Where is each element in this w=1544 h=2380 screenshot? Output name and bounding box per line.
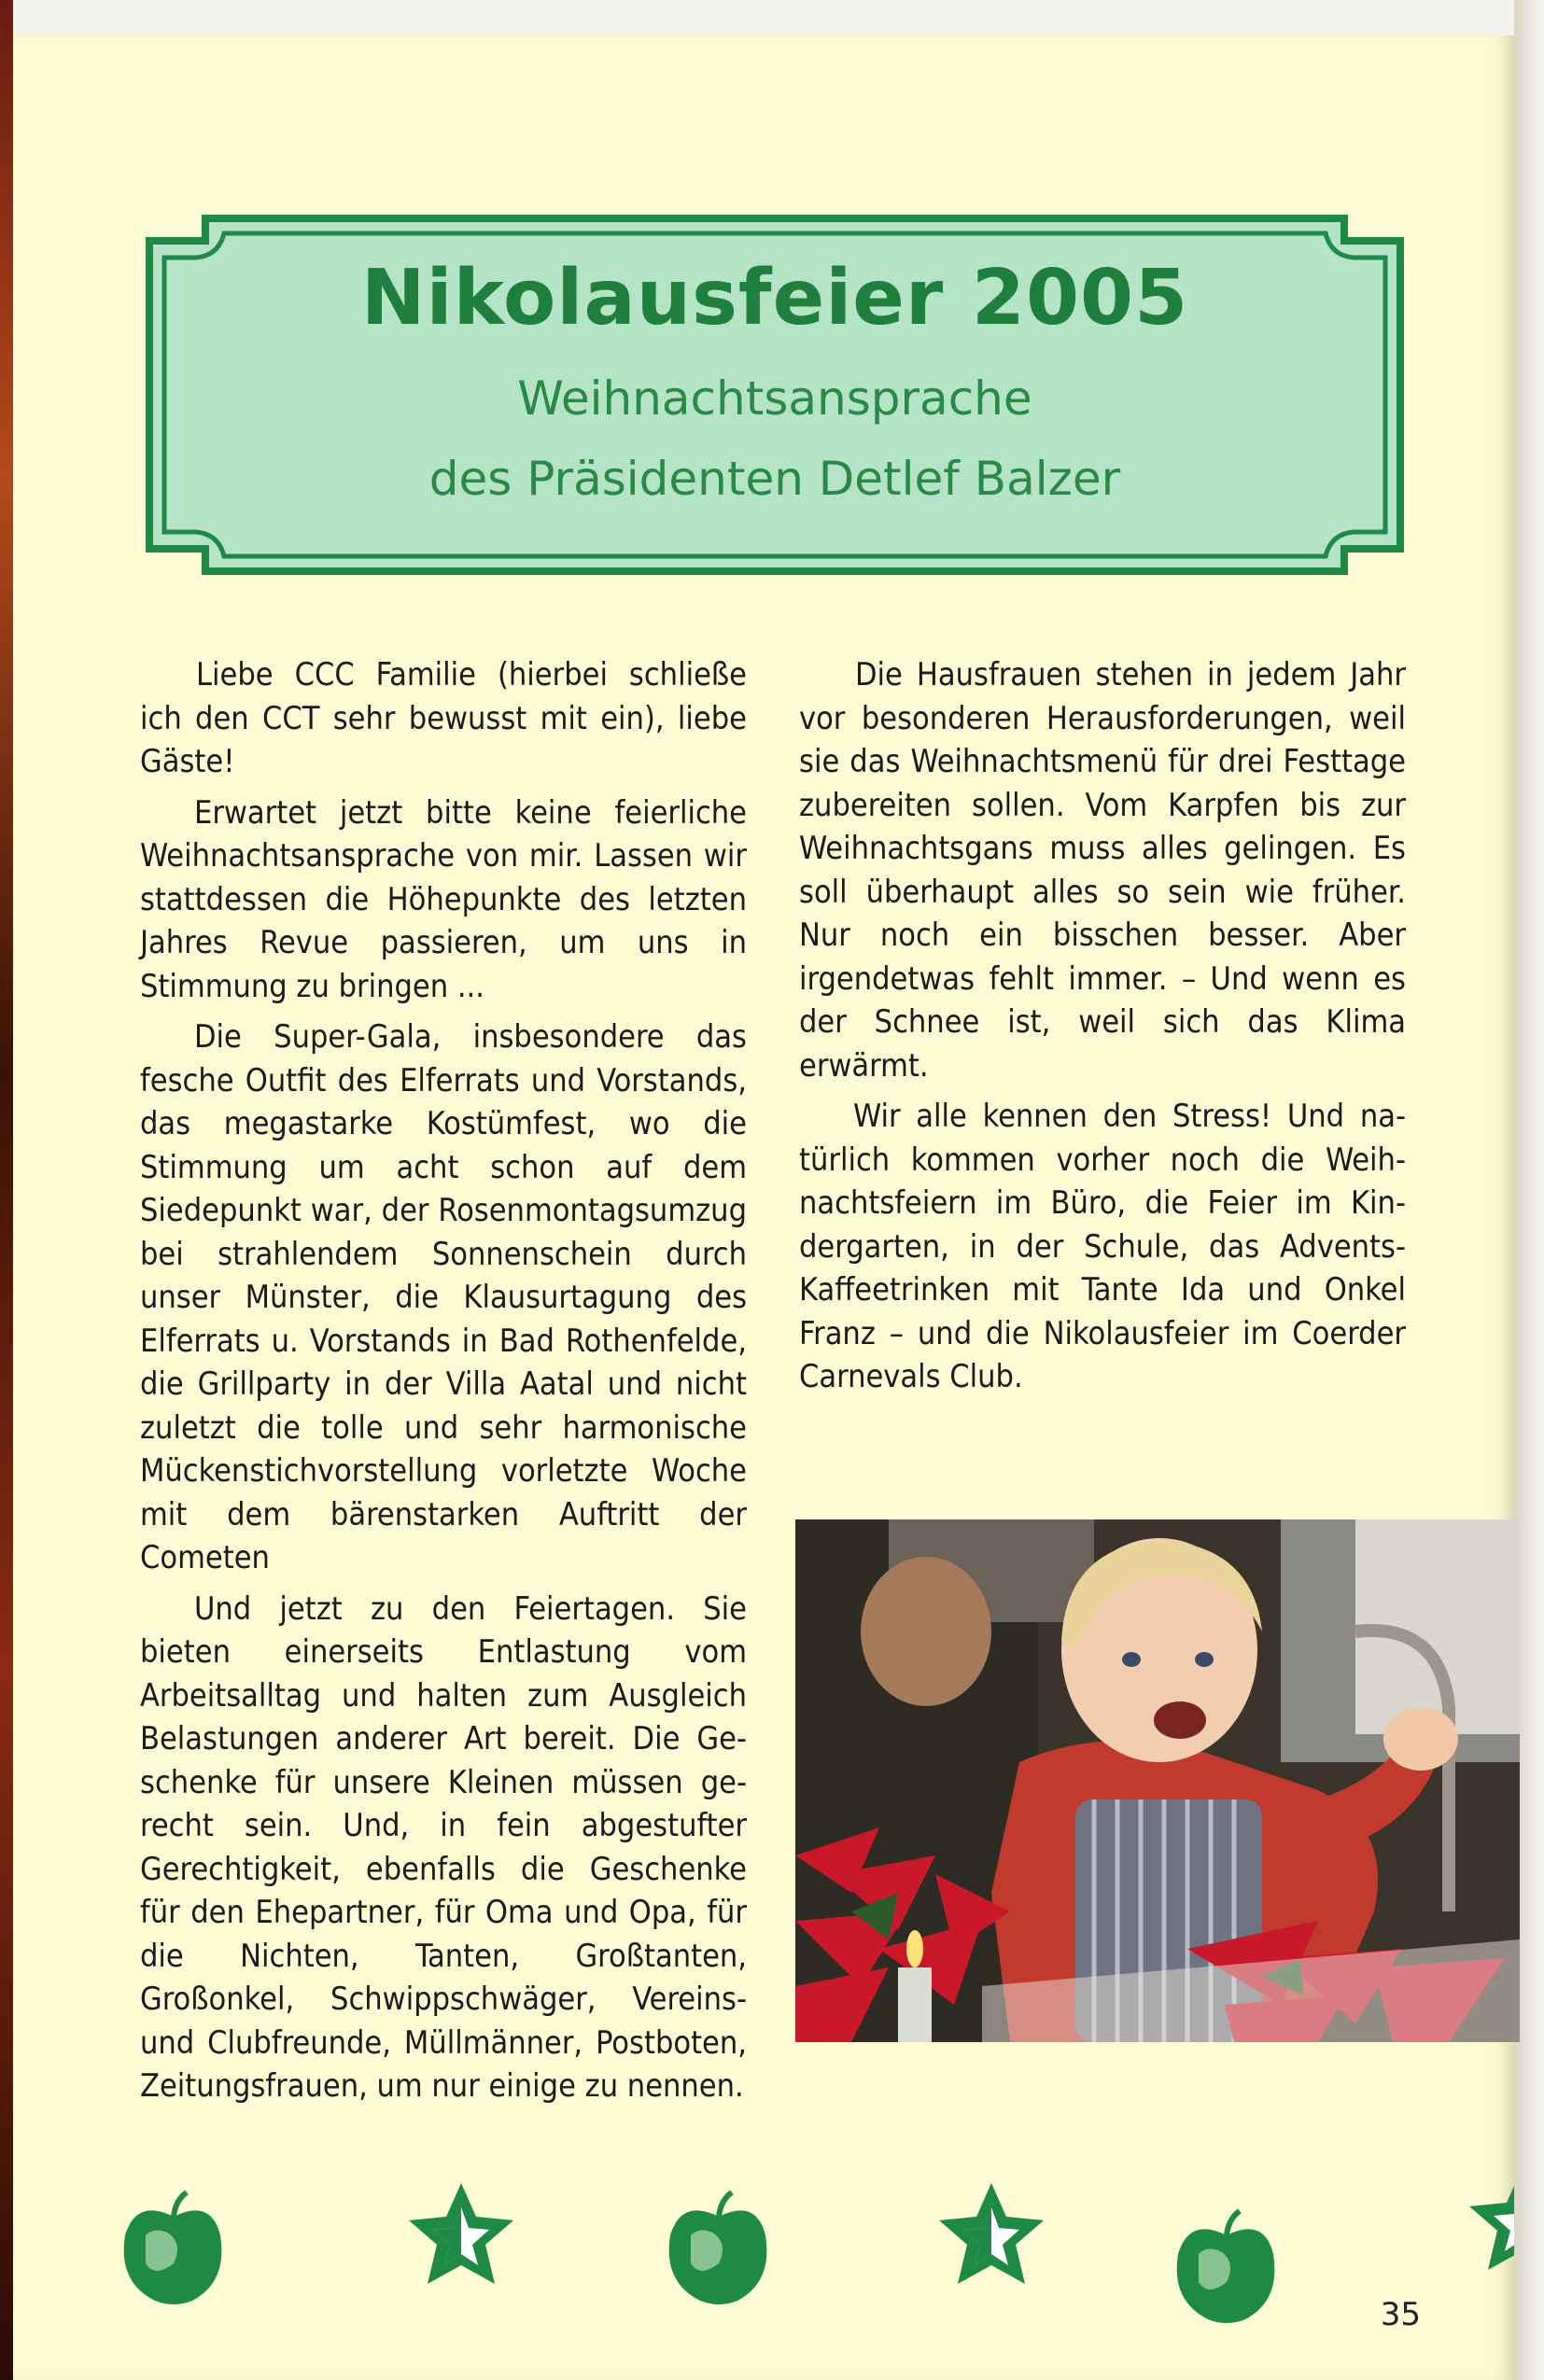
scan-edge bbox=[0, 0, 13, 2380]
star-icon bbox=[933, 2179, 1049, 2295]
page-subtitle-line2: des Präsidenten Detlef Balzer bbox=[428, 452, 1121, 506]
paragraph: Erwartet jetzt bitte keine feierliche Weihnachtsansprache von mir. Lassen wir stattdessen die Höhepunkte des letzten Jahres Revue passieren, um uns in Stimmung zu bringen ... bbox=[140, 793, 747, 1005]
page-subtitle-line1: Weihnachtsansprache bbox=[517, 371, 1032, 426]
photo-image bbox=[795, 1519, 1520, 2042]
paragraph: Die Super-Gala, insbesondere das fesche Outfit des Elferrats und Vorstands, das megastarke Kostümfest, wo die Stimmung um acht schon auf dem Siedepunkt war, der Rosenmontagsumzug bei strahlendem Sonnenschein durch unser Münster, die Klausurtagung des Elferrats u. Vorstands in Bad Rothenfelde, die Grillparty in der Villa Aatal und nicht zuletzt die tolle und sehr harmonische Mückenstichvorstellung vorletzte Woche mit dem bärenstarken Auftritt der Cometen bbox=[140, 1018, 747, 1576]
paragraph: Liebe CCC Familie (hierbei schließe ich den CCT sehr bewusst mit ein), liebe Gäste! bbox=[140, 656, 747, 780]
title-box bbox=[140, 213, 1410, 577]
apple-icon bbox=[118, 2189, 230, 2310]
paragraph: Wir alle kennen den Stress! Und natürlich kommen vorher noch die Weihnachtsfeiern im Büro, die Feier im Kindergarten, in der Schule, das Advents-Kaffeetrinken mit Tante Ida und Onkel Franz – und die Nikolausfeier im Coerder Carnevals Club. bbox=[799, 1098, 1406, 1395]
photo-child-at-party bbox=[795, 1519, 1520, 2042]
article-right-column bbox=[799, 653, 1406, 1407]
page-title: Nikolausfeier 2005 bbox=[360, 254, 1189, 343]
apple-icon bbox=[1171, 2207, 1283, 2329]
paragraph: Die Hausfrauen stehen in jedem Jahr vor besonderen Herausforderungen, weil sie das Weihnachtsmenü für drei Festtage zubereiten sollen. Vom Karpfen bis zur Weihnachtsgans muss alles gelingen. Es soll überhaupt alles so sein wie früher. Nur noch ein bisschen besser. Aber irgendetwas fehlt immer. – Und wenn es der Schnee ist, weil sich das Klima erwärmt. bbox=[799, 656, 1406, 1085]
apple-icon bbox=[663, 2189, 775, 2310]
page-number: 35 bbox=[1380, 2296, 1421, 2333]
star-icon bbox=[1464, 2165, 1514, 2281]
star-icon bbox=[403, 2179, 519, 2295]
article-left-column bbox=[140, 653, 747, 2116]
paragraph: Und jetzt zu den Feiertagen. Sie bieten einerseits Entlastung vom Arbeitsalltag und halten zum Ausgleich Belastungen anderer Art bereit. Die Geschenke für unsere Kleinen müssen gerecht sein. Und, in fein abgestufter Gerechtigkeit, ebenfalls die Geschenke für den Ehepartner, für Oma und Opa, für die Nichten, Tanten, Großtanten, Großonkel, Schwippschwäger, Vereins- und Clubfreunde, Müllmänner, Postboten, Zeitungsfrauen, um nur einige zu nennen. bbox=[140, 1589, 747, 2105]
